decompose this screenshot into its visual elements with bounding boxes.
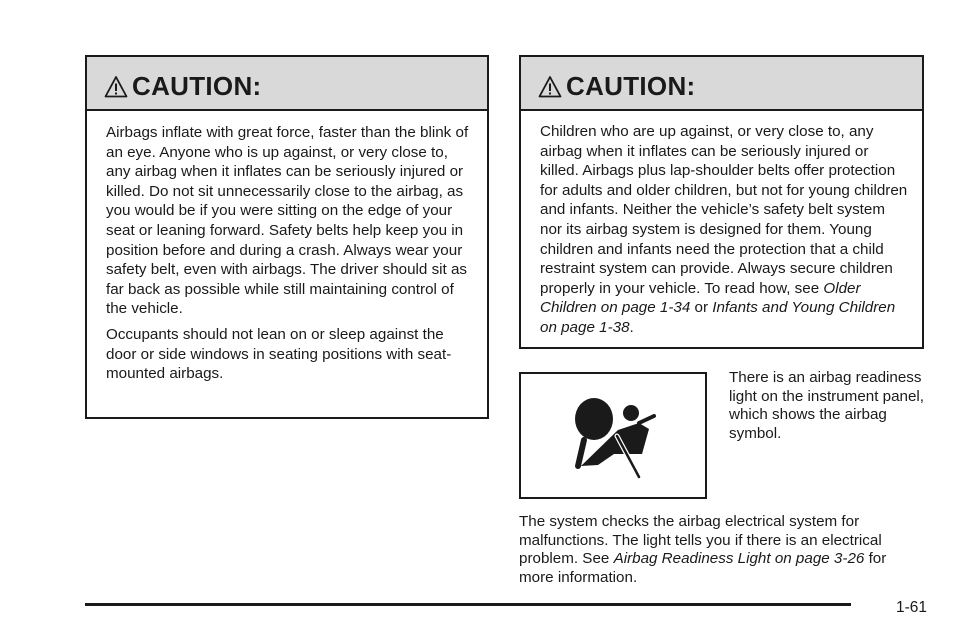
- caution-box-left: [85, 55, 489, 419]
- airbag-symbol-panel: [519, 372, 707, 499]
- caution-box-right: [519, 55, 924, 349]
- airbag-readiness-icon: [521, 374, 705, 497]
- caution-header: [521, 57, 922, 111]
- page-number: 1-61: [896, 599, 928, 616]
- cross-reference-link[interactable]: Older Children on page 1-34: [540, 279, 861, 317]
- body-text: The system checks the airbag electrical system for malfunctions. The light tells you if there is an electrical problem. See: [519, 513, 882, 567]
- caution-body: [87, 111, 487, 384]
- cross-reference-link[interactable]: Infants and Young Children on page 1-38: [540, 299, 896, 336]
- body-text: for more information.: [519, 550, 887, 586]
- cross-reference-link[interactable]: Airbag Readiness Light on page 3-26: [613, 550, 865, 567]
- warning-icon: [538, 75, 562, 99]
- caution-header: [87, 57, 487, 111]
- caution-paragraph: [540, 122, 908, 338]
- caution-paragraph: Airbags inflate with great force, faster than the blink of an eye. Anyone who is up against, or very close to, any airbag when it inflates can be seriously injured or killed. Do not sit unnecessarily close to the airbag, as you would be if you were sitting on the edge of your seat or leaning forward. Safety belts help keep you in position before and during a crash. Always wear your safety belt, even with airbags. The driver should sit as far back as possible while still maintaining control of the vehicle.: [106, 124, 469, 318]
- caution-title: CAUTION:: [132, 71, 262, 101]
- system-paragraph: [519, 513, 919, 587]
- body-text: .: [629, 318, 634, 336]
- airbag-symbol-caption: There is an airbag readiness light on the instrument panel, which shows the airbag symbol.: [729, 369, 925, 442]
- body-text: or: [690, 299, 713, 317]
- caution-paragraph: Occupants should not lean on or sleep against the door or side windows in seating positions with seat-mounted airbags.: [106, 325, 452, 383]
- caution-title: CAUTION:: [566, 71, 696, 101]
- body-text: Children who are up against, or very close to, any airbag when it inflates can be seriously injured or killed. Airbags plus lap-shoulder belts offer protection for adults and older children, but not for young children and infants. Neither the vehicle’s safety belt system nor its airbag system is designed for them. Young children and infants need the protection that a child restraint system can provide. Always secure children properly in your vehicle. To read how, see: [540, 123, 908, 297]
- footer-rule: [85, 603, 851, 606]
- warning-icon: [104, 75, 128, 99]
- caution-body: [521, 111, 922, 338]
